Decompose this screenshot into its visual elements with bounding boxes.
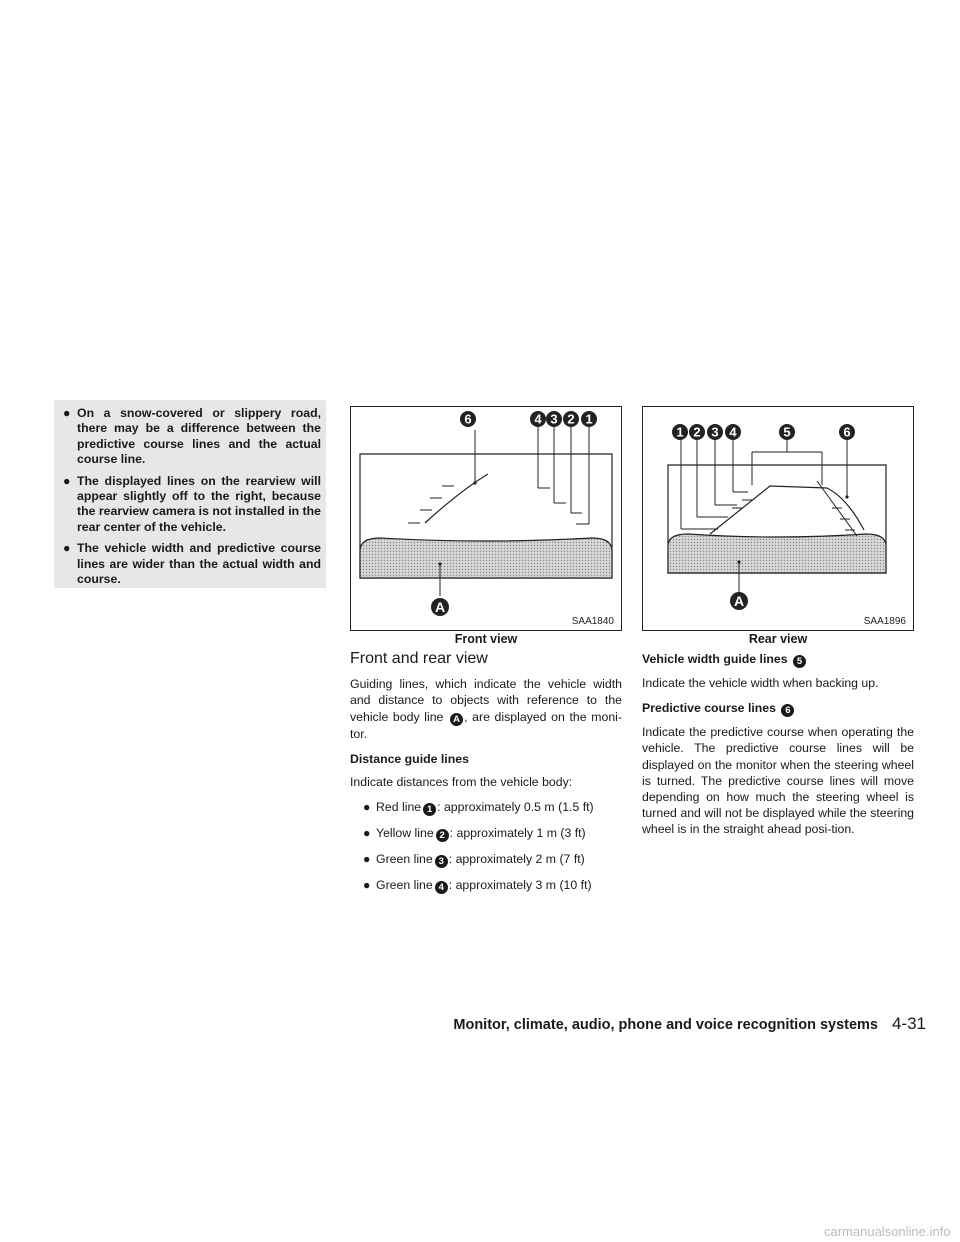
- warning-bullet: ● The displayed lines on the rearview will appear slightly off to the right, because the rearview camera is not installed in the rear center of the vehicle.: [63, 473, 321, 534]
- front-view-figure: [350, 406, 622, 631]
- marker-label: 2: [567, 411, 575, 427]
- figure-code: SAA1840: [571, 616, 614, 627]
- marker-label: 3: [711, 424, 719, 440]
- marker-4-icon: 4: [435, 881, 448, 894]
- section-title: Front and rear view: [350, 650, 488, 667]
- rear-view-diagram: [642, 406, 914, 631]
- figure-code: SAA1896: [863, 616, 906, 627]
- predictive-paragraph: Indicate the predictive course when operating the vehicle. The predictive course lines will be displayed on the monitor when the steering wheel is turned. The predictive course lines will move depending on how much the steering wheel is turned and will not be displayed while the steering wheel is in the straight ahead posi-tion.: [642, 725, 914, 837]
- marker-label: 1: [676, 424, 684, 440]
- list-item: ● Red line 1 : approximately 0.5 m (1.5 ft): [363, 800, 594, 816]
- marker-a-icon: A: [450, 713, 463, 726]
- warning-bullet: ● On a snow-covered or slippery road, there may be a difference between the predictive course lines and the actual course line.: [63, 406, 321, 467]
- marker-6-icon: 6: [781, 704, 794, 717]
- marker-label: 6: [843, 424, 851, 440]
- footer-title: Monitor, climate, audio, phone and voice recognition systems: [453, 1017, 878, 1033]
- marker-label: 1: [585, 411, 593, 427]
- intro-paragraph: Guiding lines, which indicate the vehicle width and distance to objects with reference to the vehicle body line A , are displayed on the moni-tor.: [350, 677, 623, 741]
- warning-box: [54, 400, 326, 588]
- marker-2-icon: 2: [436, 829, 449, 842]
- width-paragraph: Indicate the vehicle width when backing up.: [642, 676, 879, 690]
- page-number: 4-31: [891, 1014, 926, 1033]
- list-item: ● Green line 4 : approximately 3 m (10 ft): [363, 878, 592, 894]
- width-heading: Vehicle width guide lines 5: [642, 651, 914, 668]
- marker-label: 4: [729, 424, 737, 440]
- rear-view-figure: [642, 406, 914, 631]
- distance-heading: Distance guide lines: [350, 751, 469, 766]
- middle-column: [350, 651, 622, 903]
- marker-label: 4: [534, 411, 542, 427]
- watermark: carmanualsonline.info: [824, 1224, 951, 1239]
- marker-label: A: [434, 599, 446, 615]
- list-item: ● Green line 3 : approximately 2 m (7 ft): [363, 852, 585, 868]
- list-item: ● Yellow line 2 : approximately 1 m (3 ft): [363, 826, 586, 842]
- predictive-heading: Predictive course lines 6: [642, 700, 914, 717]
- marker-5-icon: 5: [793, 655, 806, 668]
- marker-1-icon: 1: [423, 803, 436, 816]
- warning-bullet: ● The vehicle width and predictive course lines are wider than the actual width and course.: [63, 541, 321, 587]
- marker-3-icon: 3: [435, 855, 448, 868]
- marker-label: A: [733, 593, 745, 609]
- front-view-diagram: [350, 406, 622, 631]
- marker-label: 6: [464, 411, 472, 427]
- marker-label: 5: [783, 424, 791, 440]
- distance-intro: Indicate distances from the vehicle body:: [350, 775, 573, 790]
- marker-label: 3: [550, 411, 558, 427]
- front-view-caption: Front view: [454, 632, 518, 646]
- marker-label: 2: [693, 424, 701, 440]
- right-column: [642, 651, 914, 847]
- rear-view-caption: Rear view: [748, 632, 808, 646]
